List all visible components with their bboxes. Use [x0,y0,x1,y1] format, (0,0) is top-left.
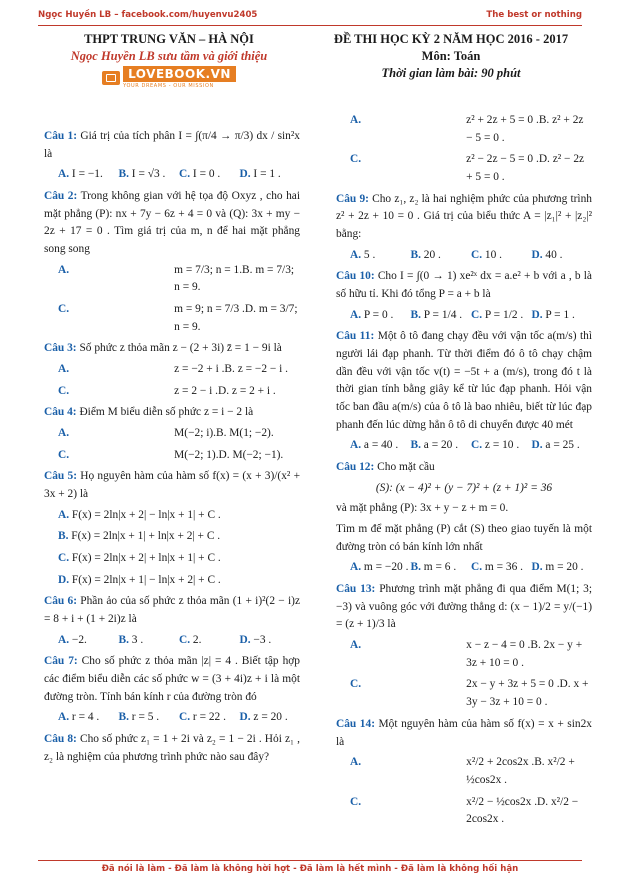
question-14: Câu 14: Một nguyên hàm của hàm số f(x) = x + sin2x là [336,717,592,748]
option-letter: C. [471,439,483,452]
question-11: Câu 11: Một ô tô đang chạy đều với vận tốc a(m/s) thì người lái đạp phanh. Từ thời điểm đó ô tô chạy chậm dần đều với vận tốc v(t) = −5t + a (m/s), trong đó t là thời gian tính bằng giây kể từ lúc đạp phanh. Hỏi vận tốc ban đầu a(m/s) của ô tô là bao nhiêu, biết từ lúc đạp phanh đến lúc dừng hẳn ô tô di chuyển được 40 mét [336,330,592,431]
question-9: Câu 9: Cho z₁, z₂ là hai nghiệm phức của phương trình z² + 2z + 10 = 0 . Giá trị của biểu thức A = |z₁|² + |z₂|² bằng: [336,192,592,241]
question-13: Câu 13: Phương trình mặt phẳng đi qua điểm M(1; 3; −3) và vuông góc với đường thẳng d: (x − 1)/2 = y/(−1) = (z + 1)/3 là [336,583,592,631]
option-letter: D. [531,248,543,261]
option-letter: A. [58,168,70,181]
option-letter: D. [239,633,251,646]
option-letter: A. [58,711,70,724]
q3-options-ab: A. z = −2 + i .B. z = −2 − i . [58,361,300,379]
header-rule [38,25,582,26]
q4-options-cd: C. M(−2; 1).D. M(−2; −1). [58,447,300,465]
question-5: Câu 5: Họ nguyên hàm của hàm số f(x) = (x + 3)/(x² + 3x + 2) là [44,470,300,501]
q8-options-cd: C. z² − 2z − 5 = 0 .D. z² − 2z + 5 = 0 . [350,151,592,186]
q12-sphere-equation: (S): (x − 4)² + (y − 7)² + (z + 1)² = 36 [375,481,553,494]
left-column [44,128,300,770]
option-letter: A. [58,427,70,440]
option-letter: B. [58,530,69,543]
exam-title: ĐỀ THI HỌC KỲ 2 NĂM HỌC 2016 - 2017 [333,32,569,46]
q12-question: Tìm m để mặt phẳng (P) cắt (S) theo giao tuyến là một đường tròn có bán kính lớn nhất [336,523,592,553]
option-letter: D. [239,711,251,724]
q13-options-ab: A. x − z − 4 = 0 .B. 2x − y + 3z + 10 = 0 . [350,637,592,672]
q10-options: A. P = 0 . B. P = 1/4 . C. P = 1/2 . D. P = 1 . [350,308,575,321]
q3-options-cd: C. z = 2 − i .D. z = 2 + i . [58,383,300,401]
option-letter: C. [58,552,70,565]
logo-text: LOVEBOOK.VN [123,66,236,82]
option-letter: B. [118,633,129,646]
q4-options-ab: A. M(−2; i).B. M(1; −2). [58,425,300,443]
option-letter: A. [58,633,70,646]
option-letter: A. [58,508,70,521]
q11-options: A. a = 40 . B. a = 20 . C. z = 10 . D. a = 25 . [350,439,580,452]
option-letter: C. [471,308,483,321]
option-letter: C. [58,384,70,397]
option-letter: A. [350,248,362,261]
footer-rule [38,860,582,861]
book-icon [102,71,120,85]
q7-options: A. r = 4 . B. r = 5 . C. r = 22 . D. z = 20 . [58,711,288,724]
q1-options: A. I = −1. B. I = √3 . C. I = 0 . D. I = 1 . [58,168,281,181]
question-10: Câu 10: Cho I = ∫(0 → 1) xe²ˣ dx = a.e² + b với a , b là số hữu tỉ. Khi đó tổng P = a + b là [336,270,592,301]
option-letter: A. [58,263,70,276]
right-column [336,112,592,833]
left-heading [38,32,300,89]
credit-line: Ngọc Huyền LB sưu tầm và giới thiệu [70,49,268,63]
q2-options-ab: A. m = 7/3; n = 1.B. m = 7/3; n = 9. [58,262,300,297]
q12-options: A. m = −20 . B. m = 6 . C. m = 36 . D. m = 20 . [350,561,584,574]
q14-options-ab: A. x²/2 + 2cos2x .B. x²/2 + ½cos2x . [350,754,592,789]
exam-time: Thời gian làm bài: 90 phút [381,66,521,80]
option-letter: C. [471,248,483,261]
option-letter: A. [350,439,362,452]
option-letter: B. [410,248,421,261]
q13-options-cd: C. 2x − y + 3z + 5 = 0 .D. x + 3y − 3z + 10 = 0 . [350,676,592,711]
q5-option-c: C. F(x) = 2ln|x + 2| + ln|x + 1| + C . [58,552,221,565]
option-letter: A. [350,639,362,652]
q2-options-cd: C. m = 9; n = 7/3 .D. m = 3/7; n = 9. [58,301,300,336]
q6-options: A. −2. B. 3 . C. 2. D. −3 . [58,633,272,646]
question-3: Câu 3: Số phức z thỏa mãn z − (2 + 3i) z̄ = 1 − 9i là [44,342,282,355]
header-left: Ngọc Huyền LB – facebook.com/huyenvu2405 [38,10,258,20]
option-letter: C. [179,711,191,724]
option-letter: A. [350,756,362,769]
option-letter: A. [58,363,70,376]
page-footer: Đã nói là làm - Đã làm là không hời hợt - Đã làm là hết mình - Đã làm là không hối hận [101,864,519,874]
question-6: Câu 6: Phần ảo của số phức z thỏa mãn (1 + i)²(2 − i)z = 8 + i + (1 + 2i)z là [44,595,300,626]
logo-subtext: YOUR DREAMS - OUR MISSION [123,83,214,89]
option-letter: D. [531,439,543,452]
option-letter: C. [350,795,362,808]
q9-options: A. 5 . B. 20 . C. 10 . D. 40 . [350,248,563,261]
option-letter: B. [410,561,421,574]
q5-option-b: B. F(x) = 2ln|x + 1| + ln|x + 2| + C . [58,530,221,543]
option-letter: D. [531,308,543,321]
option-letter: C. [179,633,191,646]
option-letter: A. [350,561,362,574]
lovebook-logo [102,67,236,89]
right-heading [320,32,582,81]
option-letter: C. [350,153,362,166]
q14-options-cd: C. x²/2 − ½cos2x .D. x²/2 − 2cos2x . [350,794,592,829]
option-letter: C. [471,561,483,574]
question-12: Câu 12: Cho mặt cầu [336,461,435,474]
option-letter: B. [118,711,129,724]
question-2: Câu 2: Trong không gian với hệ tọa độ Oxyz , cho hai mặt phẳng (P): nx + 7y − 6z + 4 = 0 và (Q): 3x + my − 2z + 17 = 0 . Tìm giá trị của m, n để hai mặt phẳng song song [44,190,301,256]
page-header [38,10,582,24]
option-letter: B. [118,168,129,181]
option-letter: C. [58,303,70,316]
q5-option-a: A. F(x) = 2ln|x + 2| − ln|x + 1| + C . [58,508,221,521]
option-letter: A. [350,308,362,321]
school-name: THPT TRUNG VĂN – HÀ NỘI [84,32,254,46]
option-letter: A. [350,114,362,126]
header-right: The best or nothing [486,10,582,20]
option-letter: C. [179,168,191,181]
option-letter: C. [350,678,362,691]
option-letter: C. [58,448,70,461]
exam-subject: Môn: Toán [421,49,481,63]
q8-options-ab: A. z² + 2z + 5 = 0 .B. z² + 2z − 5 = 0 . [350,112,592,147]
question-7: Câu 7: Cho số phức z thỏa mãn |z| = 4 . Biết tập hợp các điểm biểu diễn các số phức w = (3 + 4i)z + i là một đường tròn. Tính bán kính r của đường tròn đó [44,655,300,703]
q12-plane: và mặt phẳng (P): 3x + y − z + m = 0. [336,502,509,515]
question-8: Câu 8: Cho số phức z₁ = 1 + 2i và z₂ = 1 − 2i . Hỏi z₁ , z₂ là nghiệm của phương trình phức nào sau đây? [44,733,300,763]
q5-option-d: D. F(x) = 2ln|x + 1| − ln|x + 2| + C . [58,573,221,586]
question-4: Câu 4: Điểm M biểu diễn số phức z = i − 2 là [44,406,254,419]
option-letter: D. [239,168,251,181]
option-letter: D. [58,573,70,586]
option-letter: B. [410,439,421,452]
option-letter: D. [531,561,543,574]
option-letter: B. [410,308,421,321]
question-1: Câu 1: Giá trị của tích phân I = ∫(π/4 → π/3) dx / sin²x là [44,130,300,160]
